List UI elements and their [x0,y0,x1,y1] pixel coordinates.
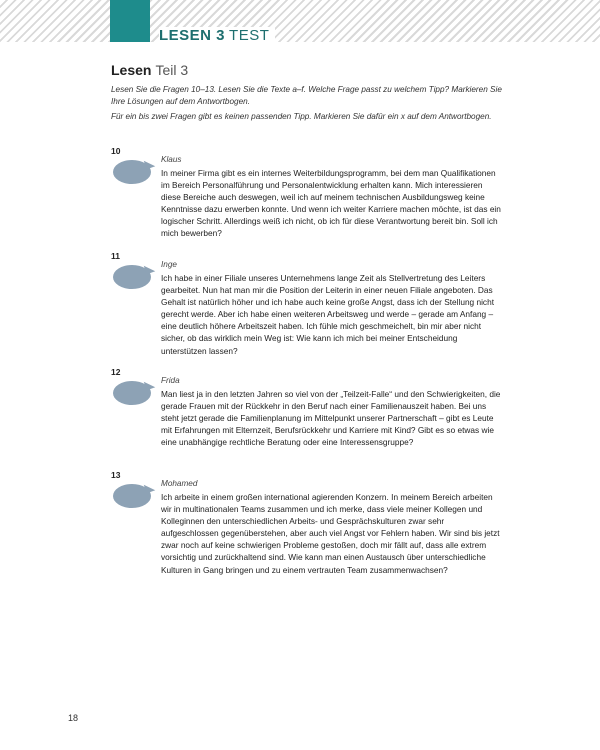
task-text: In meiner Firma gibt es ein internes Weiterbildungsprogramm, bei dem man Qualifikationen im Bereich Personalführung und Personalentwicklung erhalten kann. Mich interessieren diese Bereiche auch deswegen, weil ich auf meinem technischen Ausbildungsweg keine Kenntnisse dazu erwerben konnte. Und wenn ich weiter Karriere machen möchte, ist das ein logischer Schritt. Allerdings weiß ich nicht, ob ich für diese Verantwortung bereit bin. Soll ich mich bewerben? [161,168,501,239]
header-accent-block [110,0,150,42]
speech-bubble-icon [113,381,151,405]
speech-bubble-icon [113,265,151,289]
speech-bubble-icon [113,160,151,184]
task-author: Klaus [161,155,182,164]
task-text: Man liest ja in den letzten Jahren so viel von der „Teilzeit-Falle“ und den Schwierigkeiten, die gerade Frauen mit der Rückkehr in den Beruf nach einer Familienauszeit haben. Bei uns steht jetzt gerade die Familienplanung im Mittelpunkt unserer Partnerschaft – gibt es Leute mit Erfahrungen mit Elternzeit, Berufsrückkehr und Karriere mit Kind? Gibt es so etwas wie eine unabhängige rechtliche Beratung oder eine Interessensgruppe? [161,389,501,448]
instruction-paragraph: Lesen Sie die Fragen 10–13. Lesen Sie die Texte a–f. Welche Frage passt zu welchem Tipp? Markieren Sie Ihre Lösungen auf dem Antwortbogen. [111,85,502,106]
section-title-part: Teil 3 [155,62,189,78]
task-number: 13 [111,470,121,480]
task-text: Ich habe in einer Filiale unseres Unternehmens lange Zeit als Stellvertretung des Leiters gearbeitet. Nun hat man mir die Position der Leiterin in einer neuen Filiale angeboten. Das Gehalt ist natürlich höher und ich habe auch keine große Angst, dass ich der Stellung nicht gerecht werde. Aber ich habe einen weiteren Arbeitsweg und werde – gerade am Anfang – eine deutlich höhere Arbeitszeit haben. Ich fühle mich geschmeichelt, bin mir aber nicht sicher, ob das wirklich mein Weg ist: Wie kann ich mich bei meiner Entscheidung unterstützen lassen? [161,273,495,356]
task-author: Mohamed [161,479,198,488]
page-number: 18 [68,713,79,723]
section-title [111,62,188,78]
task-text: Ich arbeite in einem großen international agierenden Konzern. In meinem Bereich arbeiten wir in multinationalen Teams zusammen und ich merke, dass viele meiner Kollegen und Kolleginnen den unterschiedlichen Arbeits- und Gesprächskulturen zwar sehr aufgeschlossen gegenüberstehen, aber auch viel Angst vor Fehlern haben. Wir sind bis jetzt zwar noch auf keine schwierigen Probleme gestoßen, doch mir fällt auf, dass alle extrem vorsichtig und zurückhaltend sind. Wie kann man einen Austausch über unterschiedliche Kulturen in Gang bringen und zu einem vertrauten Team zusammenwachsen? [161,492,500,575]
task-author: Frida [161,376,180,385]
task-number: 12 [111,367,121,377]
instruction-paragraph: Für ein bis zwei Fragen gibt es keinen passenden Tipp. Markieren Sie dafür ein x auf dem Antwortbogen. [111,112,492,121]
header-stripe-band [0,0,600,42]
header-section-label: LESEN 3 [159,27,226,44]
header-test-label: TEST [229,27,270,44]
task-number: 11 [111,251,120,261]
speech-bubble-icon [113,484,151,508]
header-label [159,27,275,45]
task-number: 10 [111,146,121,156]
section-title-main: Lesen [111,62,152,78]
task-author: Inge [161,260,177,269]
